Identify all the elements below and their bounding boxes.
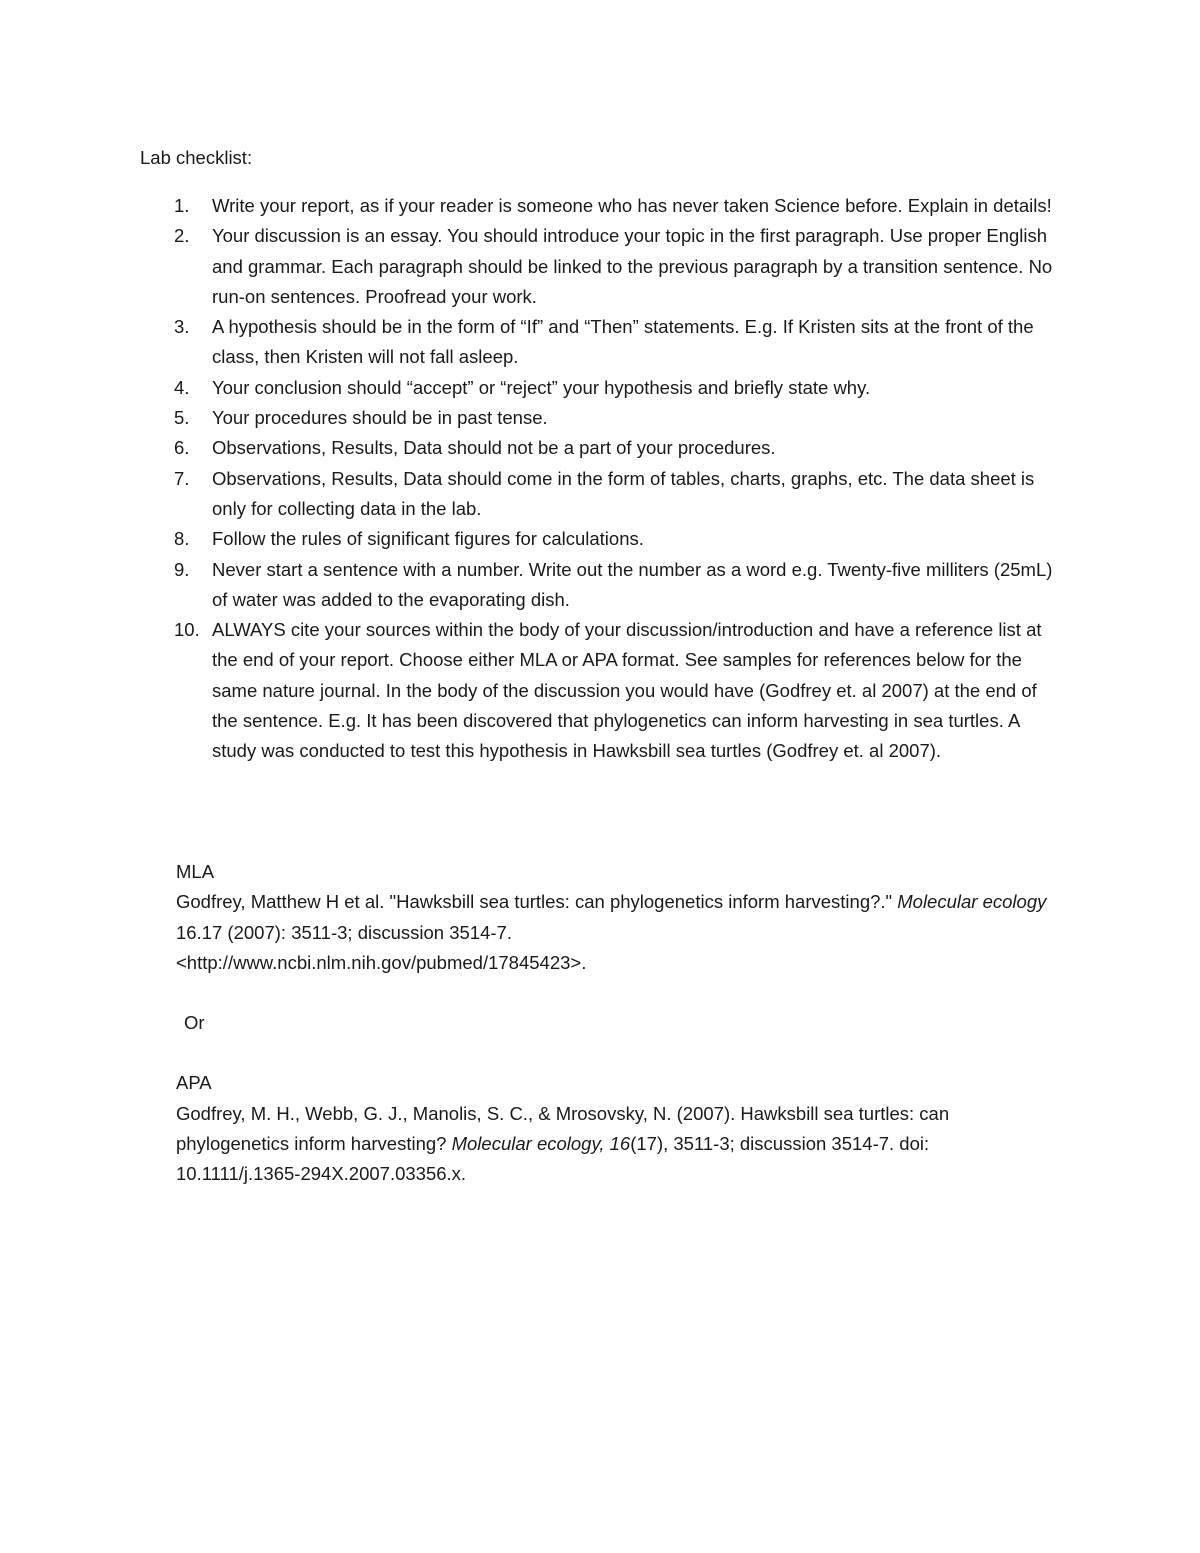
- checklist-item: [140, 221, 1060, 312]
- item-number: 4.: [174, 376, 190, 398]
- apa-citation-details: (17), 3511-3; discussion 3514-7. doi: 10.1111/j.1365-294X.2007.03356.x.: [176, 1133, 930, 1185]
- checklist-item: [140, 403, 1060, 433]
- mla-citation-details: 16.17 (2007): 3511-3; discussion 3514-7.: [176, 921, 512, 943]
- or-label: Or: [184, 1012, 205, 1034]
- item-text: Never start a sentence with a number. Write out the number as a word e.g. Twenty-five milliters (25mL) of water was added to the evaporating dish.: [212, 558, 1053, 610]
- apa-journal-title: Molecular ecology, 16: [451, 1133, 631, 1155]
- mla-citation-text: Godfrey, Matthew H et al. "Hawksbill sea turtles: can phylogenetics inform harvesting?.": [176, 891, 898, 913]
- checklist-heading: Lab checklist:: [140, 147, 253, 168]
- item-text: Observations, Results, Data should not be a part of your procedures.: [212, 437, 776, 459]
- checklist-item: [140, 312, 1060, 373]
- item-number: 1.: [174, 195, 190, 216]
- item-text: Follow the rules of significant figures for calculations.: [212, 528, 644, 550]
- references-section: [176, 857, 1056, 1190]
- apa-label: APA: [176, 1072, 212, 1094]
- apa-citation: [176, 1099, 1056, 1190]
- checklist-item: [140, 524, 1060, 554]
- checklist-item: [140, 373, 1060, 403]
- checklist: [140, 191, 1060, 767]
- item-number: 9.: [174, 558, 190, 580]
- item-number: 2.: [174, 225, 190, 247]
- spacer: [176, 1038, 1056, 1068]
- mla-citation: [176, 887, 1056, 978]
- checklist-item: [140, 433, 1060, 463]
- item-text: A hypothesis should be in the form of “If” and “Then” statements. E.g. If Kristen sits at the front of the class, then Kristen will not fall asleep.: [212, 316, 1034, 368]
- item-number: 5.: [174, 407, 190, 429]
- item-number: 8.: [174, 528, 190, 550]
- item-text: Observations, Results, Data should come in the form of tables, charts, graphs, etc. The data sheet is only for collecting data in the lab.: [212, 467, 1035, 519]
- checklist-item: [140, 615, 1060, 766]
- item-number: 6.: [174, 437, 190, 459]
- item-text: Your procedures should be in past tense.: [212, 407, 548, 429]
- mla-label: MLA: [176, 861, 215, 882]
- item-number: 7.: [174, 467, 190, 489]
- apa-citation-text: Godfrey, M. H., Webb, G. J., Manolis, S. C., & Mrosovsky, N. (2007). Hawksbill sea turtles: can phylogenetics inform harvesting?: [176, 1102, 950, 1155]
- item-text: Write your report, as if your reader is someone who has never taken Science before. Explain in details!: [212, 195, 1052, 216]
- item-number: 10.: [174, 619, 200, 641]
- checklist-item: [140, 191, 1060, 221]
- checklist-item: [140, 555, 1060, 616]
- mla-journal-title: Molecular ecology: [897, 891, 1047, 913]
- item-number: 3.: [174, 316, 190, 338]
- checklist-item: [140, 464, 1060, 525]
- item-text: ALWAYS cite your sources within the body of your discussion/introduction and have a reference list at the end of your report. Choose either MLA or APA format. See samples for references below for the same nature journal. In the body of the discussion you would have (Godfrey et. al 2007) at the end of the sentence. E.g. It has been discovered that phylogenetics can inform harvesting in sea turtles. A study was conducted to test this hypothesis in Hawksbill sea turtles (Godfrey et. al 2007).: [212, 619, 1042, 762]
- mla-url: <http://www.ncbi.nlm.nih.gov/pubmed/17845423>.: [176, 951, 587, 973]
- item-text: Your conclusion should “accept” or “reject” your hypothesis and briefly state why.: [212, 376, 871, 398]
- spacer: [176, 978, 1056, 1008]
- item-text: Your discussion is an essay. You should introduce your topic in the first paragraph. Use proper English and grammar. Each paragraph should be linked to the previous paragraph by a transition sentence. No run-on sentences. Proofread your work.: [212, 225, 1053, 307]
